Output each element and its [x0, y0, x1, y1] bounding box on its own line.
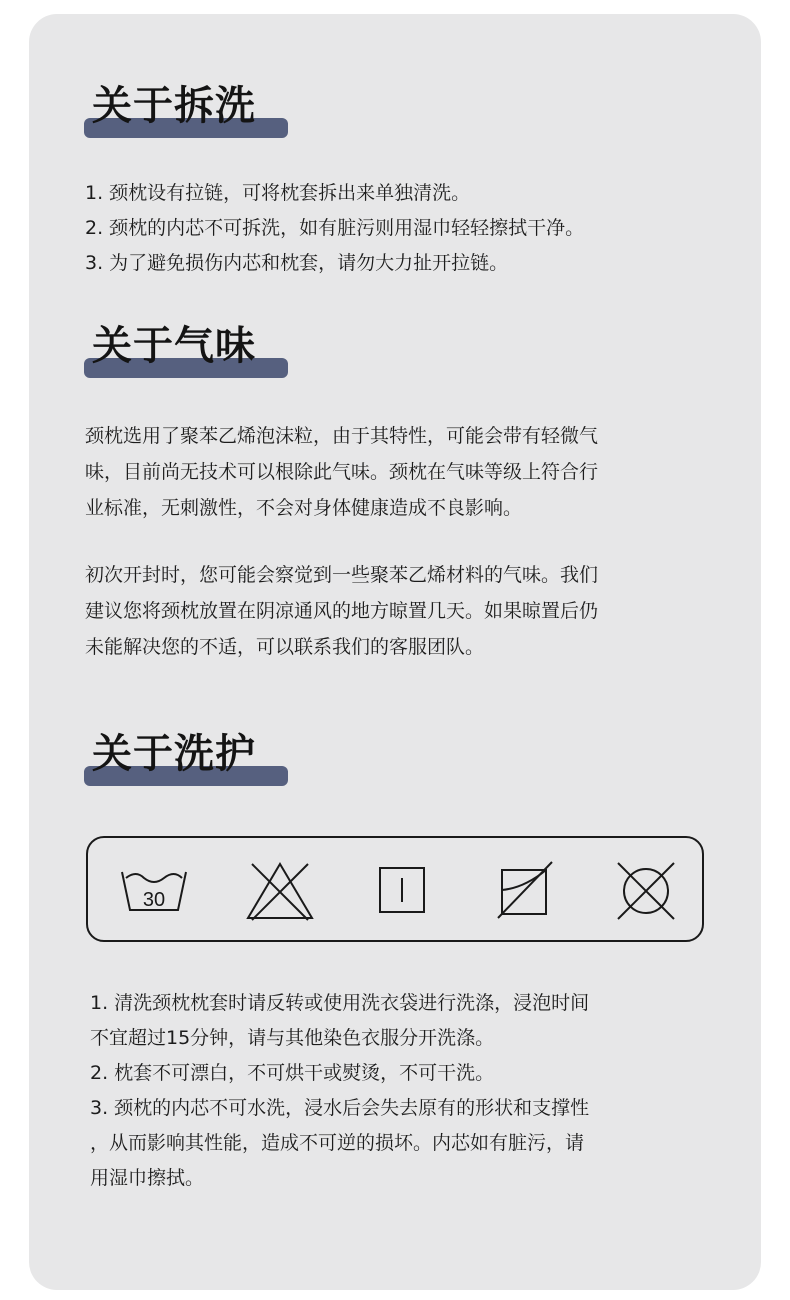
- care-symbols-panel: [86, 836, 704, 942]
- list-item: 1. 颈枕设有拉链，可将枕套拆出来单独清洗。: [85, 182, 471, 204]
- list-item: ，从而影响其性能，造成不可逆的损坏。内芯如有脏污，请: [90, 1132, 585, 1154]
- section-heading-odor: [84, 322, 256, 378]
- line-dry-icon: [366, 860, 438, 922]
- list-item: 3. 为了避免损伤内芯和枕套，请勿大力扯开拉链。: [85, 252, 509, 274]
- list-item: 1. 清洗颈枕枕套时请反转或使用洗衣袋进行洗涤，浸泡时间: [90, 992, 590, 1014]
- no-dry-clean-icon: [610, 860, 682, 922]
- section-title: 关于气味: [92, 323, 256, 369]
- list-item: 2. 枕套不可漂白，不可烘干或熨烫，不可干洗。: [90, 1062, 495, 1084]
- wash-temperature: 30: [142, 889, 166, 911]
- list-item: 2. 颈枕的内芯不可拆洗，如有脏污则用湿巾轻轻擦拭干净。: [85, 217, 585, 239]
- section-heading-care: [84, 730, 256, 786]
- section-heading-disassembly: [84, 82, 256, 138]
- list-item: 3. 颈枕的内芯不可水洗，浸水后会失去原有的形状和支撑性: [90, 1097, 590, 1119]
- no-tumble-dry-icon: [488, 860, 560, 922]
- paragraph-line: 初次开封时，您可能会察觉到一些聚苯乙烯材料的气味。我们: [85, 564, 599, 586]
- paragraph-line: 业标准，无刺激性，不会对身体健康造成不良影响。: [85, 497, 523, 519]
- list-item: 不宜超过15分钟，请与其他染色衣服分开洗涤。: [90, 1027, 495, 1049]
- care-list: [90, 986, 589, 1196]
- paragraph-line: 未能解决您的不适，可以联系我们的客服团队。: [85, 636, 485, 658]
- section-title: 关于洗护: [92, 731, 256, 777]
- list-item: 用湿巾擦拭。: [90, 1167, 205, 1189]
- paragraph-line: 颈枕选用了聚苯乙烯泡沫粒，由于其特性，可能会带有轻微气: [85, 425, 599, 447]
- paragraph-line: 味，目前尚无技术可以根除此气味。颈枕在气味等级上符合行: [85, 461, 599, 483]
- no-bleach-icon: [244, 860, 316, 922]
- odor-paragraph-2: [85, 557, 715, 665]
- paragraph-line: 建议您将颈枕放置在阴凉通风的地方晾置几天。如果晾置后仍: [85, 600, 599, 622]
- section-title: 关于拆洗: [92, 83, 256, 129]
- wash-30-icon: [118, 860, 190, 922]
- disassembly-list: [85, 176, 584, 281]
- odor-paragraph-1: [85, 418, 715, 526]
